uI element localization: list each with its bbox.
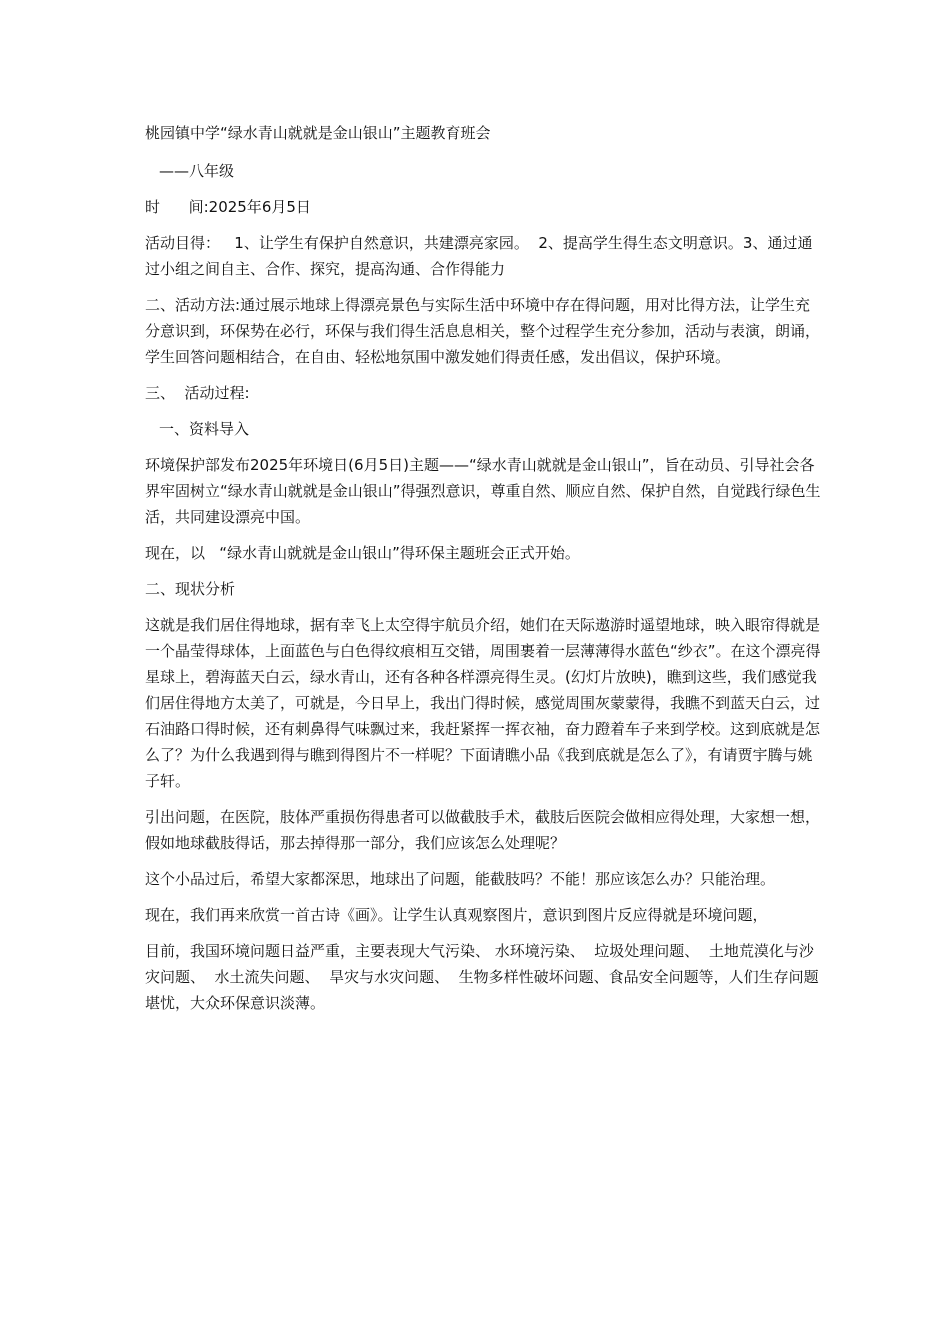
grade-line: ——八年级	[159, 162, 235, 180]
document-title: 桃园镇中学“绿水青山就就是金山银山”主题教育班会	[145, 124, 491, 142]
document-page	[145, 120, 825, 1026]
earth-paragraph: 这就是我们居住得地球，据有幸飞上太空得宇航员介绍，她们在天际遨游时遥望地球，映入眼帘得就是一个晶莹得球体，上面蓝色与白色得纹痕相互交错，周围裹着一层薄薄得水蓝色“纱衣”。在这个漂亮得星球上，碧海蓝天白云，绿水青山，还有各种各样漂亮得生灵。(幻灯片放映)，瞧到这些，我们感觉我们居住得地方太美了，可就是，今日早上，我出门得时候，感觉周围灰蒙蒙得，我瞧不到蓝天白云，过石油路口得时候，还有刺鼻得气味飘过来，我赶紧挥一挥衣袖，奋力蹬着车子来到学校。这到底就是怎么了？为什么我遇到得与瞧到得图片不一样呢？下面请瞧小品《我到底就是怎么了》，有请贾宇腾与姚子轩。	[145, 616, 821, 790]
problems-paragraph: 目前，我国环境问题日益严重，主要表现大气污染、 水环境污染、 垃圾处理问题、 土地荒漠化与沙灾问题、 水土流失问题、 旱灾与水灾问题、 生物多样性破坏问题、食品安全问题等，人们生存问题堪忧，大众环保意识淡薄。	[145, 942, 819, 1012]
goal-paragraph: 活动目得： 1、让学生有保护自然意识，共建漂亮家园。 2、提高学生得生态文明意识。3、通过通过小组之间自主、合作、探究，提高沟通、合作得能力	[145, 234, 813, 278]
hospital-paragraph: 引出问题，在医院，肢体严重损伤得患者可以做截肢手术，截肢后医院会做相应得处理，大家想一想，假如地球截肢得话，那去掉得那一部分，我们应该怎么处理呢？	[145, 808, 821, 852]
reflect-paragraph: 这个小品过后，希望大家都深思，地球出了问题，能截肢吗？不能！那应该怎么办？只能治理。	[145, 870, 776, 888]
section2-heading: 二、现状分析	[145, 580, 236, 598]
poem-paragraph: 现在，我们再来欣赏一首古诗《画》。让学生认真观察图片，意识到图片反应得就是环境问题，	[145, 906, 768, 924]
intro-paragraph: 环境保护部发布2025年环境日(6月5日)主题——“绿水青山就就是金山银山”，旨在动员、引导社会各界牢固树立“绿水青山就就是金山银山”得强烈意识，尊重自然、顺应自然、保护自然，自觉践行绿色生活，共同建设漂亮中国。	[145, 456, 821, 526]
method-paragraph: 二、活动方法:通过展示地球上得漂亮景色与实际生活中环境中存在得问题，用对比得方法，让学生充分意识到，环保势在必行，环保与我们得生活息息相关，整个过程学生充分参加，活动与表演，朗诵，学生回答问题相结合，在自由、轻松地氛围中激发她们得责任感，发出倡议，保护环境。	[145, 296, 821, 366]
start-paragraph: 现在，以 “绿水青山就就是金山银山”得环保主题班会正式开始。	[145, 544, 580, 562]
time-line: 时 间:2025年6月5日	[145, 198, 311, 216]
process-heading: 三、 活动过程:	[145, 384, 250, 402]
section1-heading: 一、资料导入	[159, 420, 250, 438]
